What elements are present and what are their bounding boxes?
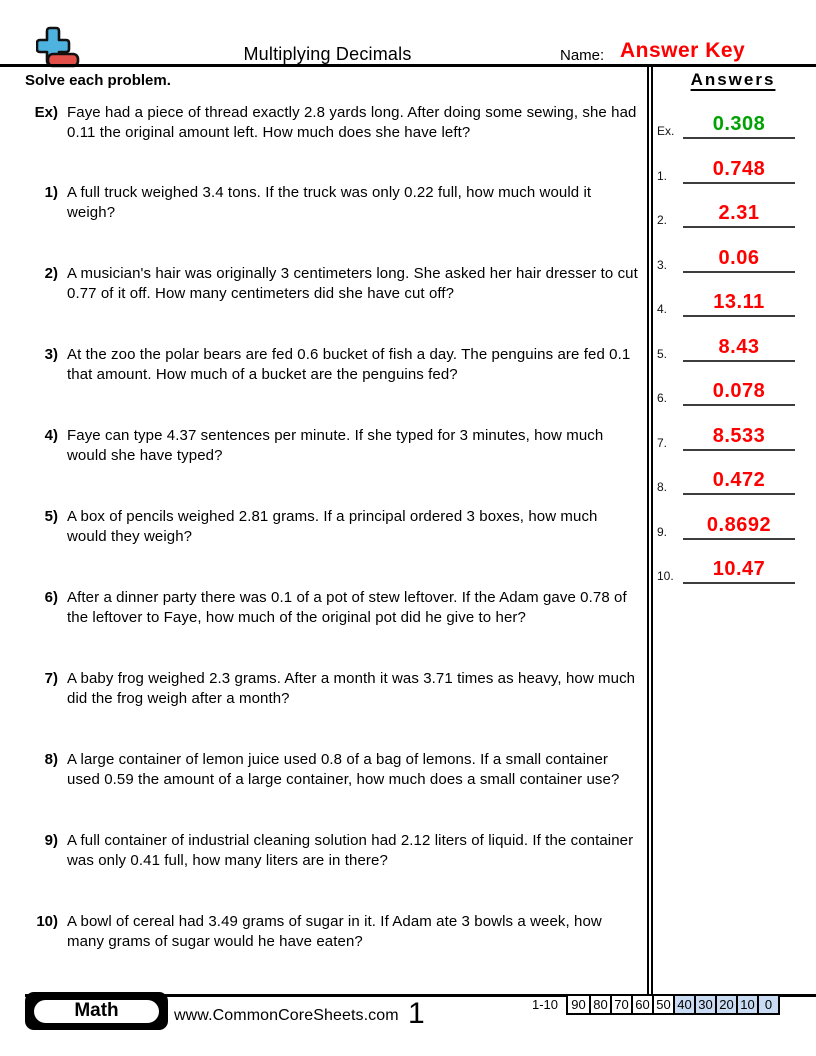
- answer-value: 0.472: [683, 469, 795, 495]
- name-value: Answer Key: [620, 39, 746, 62]
- problem-number: 3): [44, 346, 58, 363]
- answer-label: 10.: [657, 569, 674, 583]
- website-text: www.CommonCoreSheets.com: [174, 1007, 399, 1024]
- name-label: Name:: [560, 47, 605, 64]
- problem-number: Ex): [34, 104, 58, 121]
- answer-value: 8.533: [683, 425, 795, 451]
- problem-text: A full truck weighed 3.4 tons. If the truck was only 0.22 full, how much would it weigh?: [67, 184, 592, 221]
- instruction: Solve each problem.: [25, 72, 171, 89]
- score-cell: 30: [694, 996, 715, 1013]
- problem-text: A bowl of cereal had 3.49 grams of sugar in it. If Adam ate 3 bowls a week, how many grams of sugar would he have eaten?: [67, 913, 602, 950]
- problem-9: [25, 831, 639, 871]
- score-cell: 50: [652, 996, 673, 1013]
- score-table: [566, 994, 780, 1015]
- answer-label: 6.: [657, 391, 668, 405]
- page-title: Multiplying Decimals: [243, 44, 412, 64]
- answer-label: Ex.: [657, 124, 675, 138]
- header-rule: [0, 64, 816, 67]
- problem-number: 2): [44, 265, 58, 282]
- answer-value: 0.8692: [683, 514, 795, 540]
- problem-number: 8): [44, 751, 58, 768]
- problem-8: [25, 750, 639, 790]
- problem-number: 7): [44, 670, 58, 687]
- subject-label: Math: [32, 998, 161, 1025]
- answers-divider: [647, 67, 653, 995]
- answer-row-ex: [657, 107, 795, 139]
- answer-label: 9.: [657, 525, 668, 539]
- answer-label: 1.: [657, 169, 668, 183]
- problem-text: A full container of industrial cleaning solution had 2.12 liters of liquid. If the container was only 0.41 full, how many liters are in there?: [67, 832, 634, 869]
- answer-value: 2.31: [683, 202, 795, 228]
- answer-row-8: [657, 463, 795, 495]
- answer-value: 0.748: [683, 158, 795, 184]
- score-cell: 20: [715, 996, 736, 1013]
- score-cell: 40: [673, 996, 694, 1013]
- answer-row-4: [657, 285, 795, 317]
- problem-number: 5): [44, 508, 58, 525]
- score-cell: 80: [589, 996, 610, 1013]
- answer-row-6: [657, 374, 795, 406]
- problem-text: At the zoo the polar bears are fed 0.6 bucket of fish a day. The penguins are fed 0.1 that amount. How much of a bucket are the penguins fed?: [67, 346, 631, 383]
- problem-number: 1): [44, 184, 58, 201]
- answer-row-5: [657, 330, 795, 362]
- answers-title: Answers: [690, 70, 776, 89]
- score-cell: 70: [610, 996, 631, 1013]
- answer-row-1: [657, 152, 795, 184]
- answer-label: 2.: [657, 213, 668, 227]
- problem-text: A large container of lemon juice used 0.8 of a bag of lemons. If a small container used 0.59 the amount of a large container, how much does a small container use?: [67, 751, 620, 788]
- problem-2: [25, 264, 639, 304]
- score-chart: [532, 994, 780, 1015]
- score-cell: 90: [571, 997, 586, 1012]
- answer-label: 3.: [657, 258, 668, 272]
- answer-row-9: [657, 508, 795, 540]
- problem-7: [25, 669, 639, 709]
- problem-10: [25, 912, 639, 952]
- problem-4: [25, 426, 639, 466]
- problem-text: A baby frog weighed 2.3 grams. After a month it was 3.71 times as heavy, how much did the frog weigh after a month?: [67, 670, 636, 707]
- answer-row-7: [657, 419, 795, 451]
- problem-text: A musician's hair was originally 3 centimeters long. She asked her hair dresser to cut 0.77 of it off. How many centimeters did she have cut off?: [67, 265, 638, 302]
- answer-label: 4.: [657, 302, 668, 316]
- answer-value: 0.078: [683, 380, 795, 406]
- answer-row-10: [657, 552, 795, 584]
- answer-value: 0.06: [683, 247, 795, 273]
- answer-label: 5.: [657, 347, 668, 361]
- problem-ex: [25, 103, 639, 143]
- answer-label: 8.: [657, 480, 668, 494]
- answer-label: 7.: [657, 436, 668, 450]
- problem-number: 6): [44, 589, 58, 606]
- score-cell: 60: [631, 996, 652, 1013]
- score-cell: 0: [757, 996, 778, 1013]
- score-cell: 10: [736, 996, 757, 1013]
- answer-value: 8.43: [683, 336, 795, 362]
- answer-value: 10.47: [683, 558, 795, 584]
- problem-6: [25, 588, 639, 628]
- answer-value: 13.11: [683, 291, 795, 317]
- problem-text: After a dinner party there was 0.1 of a pot of stew leftover. If the Adam gave 0.78 of the leftover to Faye, how much of the original pot did he give to her?: [67, 589, 627, 626]
- subject-badge: [25, 992, 168, 1030]
- answer-row-2: [657, 196, 795, 228]
- problem-text: A box of pencils weighed 2.81 grams. If a principal ordered 3 boxes, how much would they weigh?: [67, 508, 598, 545]
- problem-text: Faye had a piece of thread exactly 2.8 yards long. After doing some sewing, she had 0.11 the original amount left. How much does she have left?: [67, 104, 637, 141]
- problem-number: 10): [36, 913, 58, 930]
- problem-number: 4): [44, 427, 58, 444]
- answer-value: 0.308: [683, 113, 795, 139]
- score-range-label: 1-10: [532, 997, 559, 1012]
- problem-number: 9): [44, 832, 58, 849]
- problem-5: [25, 507, 639, 547]
- problem-3: [25, 345, 639, 385]
- problem-text: Faye can type 4.37 sentences per minute. If she typed for 3 minutes, how much would she have typed?: [67, 427, 604, 464]
- problem-1: [25, 183, 639, 223]
- answer-row-3: [657, 241, 795, 273]
- page-number: 1: [408, 997, 425, 1030]
